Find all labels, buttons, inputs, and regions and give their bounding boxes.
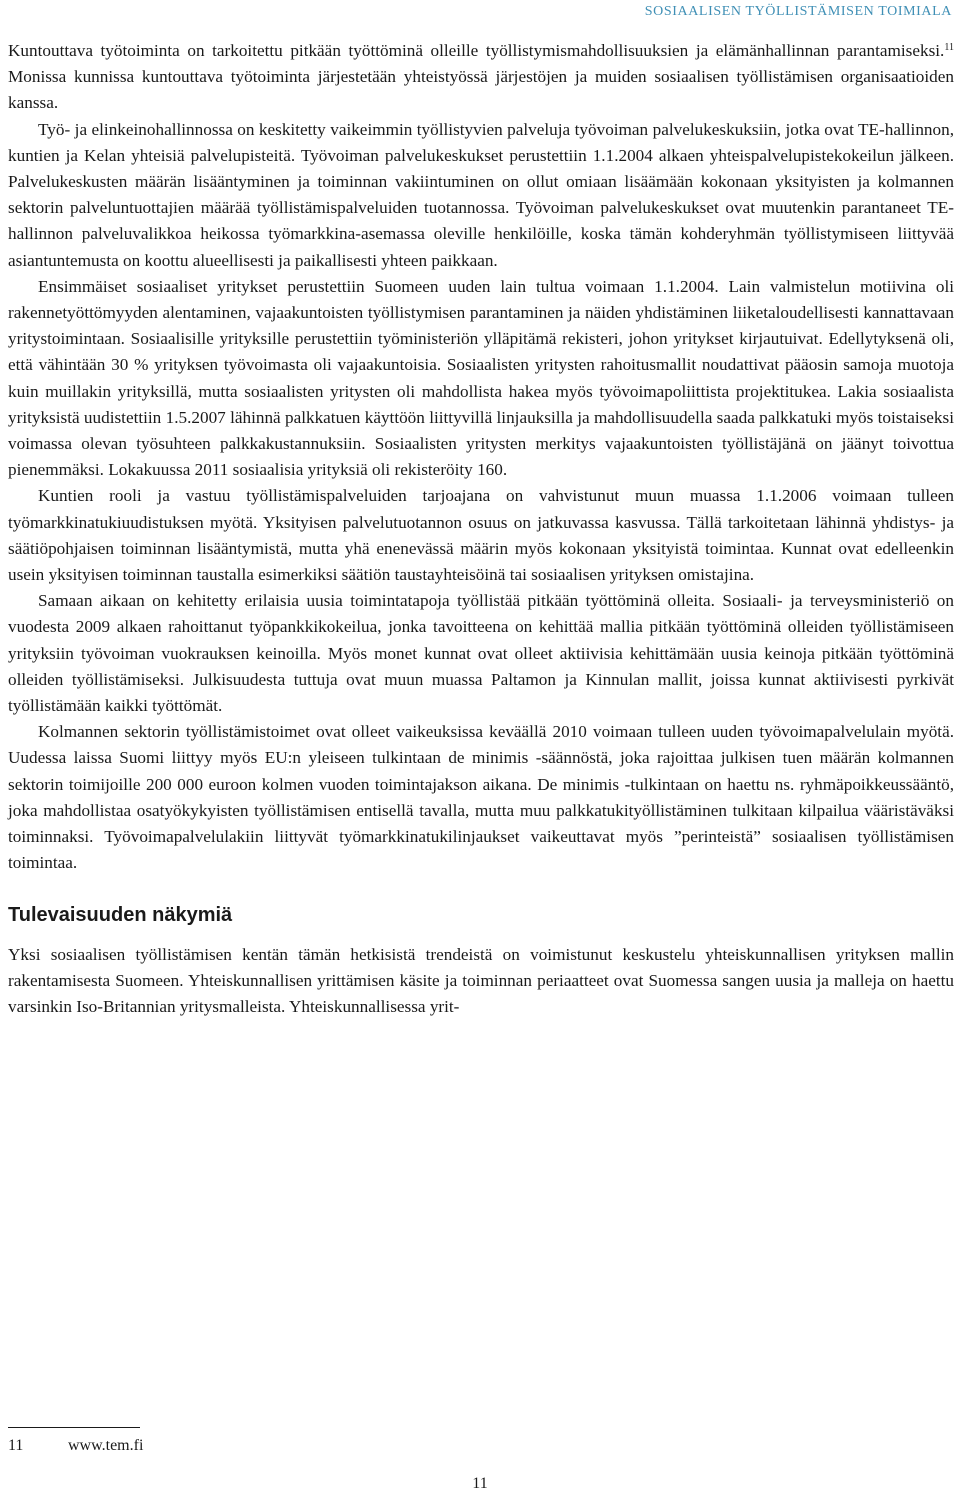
footnote-divider [8,1427,140,1428]
paragraph-4: Kuntien rooli ja vastuu työllistämispalveluiden tarjoajana on vahvistunut muun muassa 1.1.2006 voimaan tulleen työmarkkinatukiuudistuksen myötä. Yksityisen palvelutuotannon osuus on jatkuvassa kasvussa. Tällä tarkoitetaan lähinnä yhdistys- ja säätiöpohjaisen toiminnan lisääntymistä, mutta yhä enenevässä määrin myös kokonaan yksityistä toimintaa. Kunnat ovat edelleenkin usein yksityisen toiminnan taustalla esimerkiksi säätiön taustayhteisöinä tai sosiaalisen yrityksen omistajina. [8,486,954,585]
footnote-number: 11 [8,1437,24,1454]
section-heading: Tulevaisuuden näkymiä [8,903,233,926]
footnote-reference: 11 [944,42,954,53]
page-number: 11 [472,1475,488,1492]
body-text [8,38,954,1020]
paragraph-1-continuation: Monissa kunnissa kuntouttava työtoiminta järjestetään yhteistyössä järjestöjen ja muiden sosiaalisen työllistämisen organisaatioiden kanssa. [8,67,954,113]
section-paragraph: Yksi sosiaalisen työllistämisen kentän tämän hetkisistä trendeistä on voimistunut keskustelu yhteiskunnallisen yrityksen mallin rakentamisesta Suomeen. Yhteiskunnallisen yrittämisen käsite ja toiminnan periaatteet ovat Suomessa sangen uusia ja malleja on haettu varsinkin Iso-Britannian yritysmalleista. Yhteiskunnallisessa yrit- [8,944,954,1016]
paragraph-2: Työ- ja elinkeinohallinnossa on keskitetty vaikeimmin työllistyvien palveluja työvoiman palvelukeskuksiin, jotka ovat TE-hallinnon, kuntien ja Kelan yhteisiä palvelupisteitä. Työvoiman palvelukeskukset perustettiin 1.1.2004 alkaen yhteispalvelupistekokeilun jälkeen. Palvelukeskusten määrän lisääntyminen ja toiminnan vakiintuminen on ollut omiaan lisäämään kokonaan yksityisten ja kolmannen sektorin palveluntuottajien määrää työllistämispalveluiden tuotannossa. Työvoiman palvelukeskukset ovat muutenkin parantaneet TE-hallinnon palveluvalikkoa heikossa työmarkkina-asemassa oleville henkilöille, koska tämän kohderyhmän työllistymiseen liittyvää asiantuntemusta on koottu alueellisesti ja paikallisesti yhteen paikkaan. [8,119,954,270]
paragraph-5: Samaan aikaan on kehitetty erilaisia uusia toimintatapoja työllistää pitkään työttöminä olleita. Sosiaali- ja terveysministeriö on vuodesta 2009 alkaen rahoittanut työpankkikokeilua, jonka tavoitteena on kehittää mallia pitkään työttöminä olleiden työllistämiseen yrityksiin työvoiman vuokrauksen keinoilla. Myös monet kunnat ovat olleet aktiivisia kehittämään uusia keinoja pitkään työttöminä olleiden työllistämiseksi. Julkisuudesta tuttuja ovat muun muassa Paltamon ja Kinnulan mallit, joissa kunnat aktiivisesti pyrkivät työllistämään kaikki työttömät. [8,591,954,716]
running-header: SOSIAALISEN TYÖLLISTÄMISEN TOIMIALA [644,4,952,19]
paragraph-1 [8,38,954,117]
footnote [8,1437,143,1455]
footnote-text: www.tem.fi [68,1437,144,1454]
paragraph-6: Kolmannen sektorin työllistämistoimet ovat olleet vaikeuksissa keväällä 2010 voimaan tulleen uuden työvoimapalvelulain myötä. Uudessa laissa Suomi liittyy myös EU:n yleiseen tulkintaan de minimis -säännöstä, joka rajoittaa julkisen tuen määrän kolmannen sektorin toimijoille 200 000 euroon kolmen vuoden toimintajakson aikana. De minimis -tulkintaan on haettu ns. ryhmäpoikkeussääntö, joka mahdollistaa osatyökykyisten työllistämisen entisellä tavalla, mutta muu palkkatukityöllistäminen tulkitaan kilpailua vääristäväksi toiminnaksi. Työvoimapalvelulakiin liittyvät työmarkkinatukilinjaukset vaikeuttavat myös ”perinteistä” sosiaalisen työllistämisen toimintaa. [8,722,954,873]
paragraph-3: Ensimmäiset sosiaaliset yritykset perustettiin Suomeen uuden lain tultua voimaan 1.1.2004. Lain valmistelun motiivina oli rakennetyöttömyyden alentaminen, vajaakuntoisten työllistymisen parantaminen ja näiden yhdistäminen liiketaloudellisesti kannattavaan yritystoimintaan. Sosiaalisille yrityksille perustettiin työministeriön ylläpitämä rekisteri, johon yritykset kirjautuivat. Edellytyksenä oli, että vähintään 30 % yrityksen työvoimasta oli vajaakuntoisia. Sosiaalisten yritysten rahoitusmallit noudattivat pääosin samoja muotoja kuin muillakin yrityksillä, mutta sosiaalisten yritysten oli mahdollista hakea myös työvoimapoliittista projektitukea. Lakia sosiaalista yrityksistä uudistettiin 1.5.2007 lähinnä palkkatuen käyttöön liittyvillä linjauksilla ja mahdollisuudella saada palkkatuki myös toistaiseksi voimassa olevan työsuhteen palkkakustannuksiin. Sosiaalisten yritysten merkitys vajaakuntoisten työllistäjänä on jäänyt toivottua pienemmäksi. Lokakuussa 2011 sosiaalisia yrityksiä oli rekisteröity 160. [8,276,954,480]
paragraph-1-text: Kuntouttava työtoiminta on tarkoitettu pitkään työttöminä olleille työllistymismahdollisuuksien ja elämänhallinnan parantamiseksi. [8,41,945,60]
